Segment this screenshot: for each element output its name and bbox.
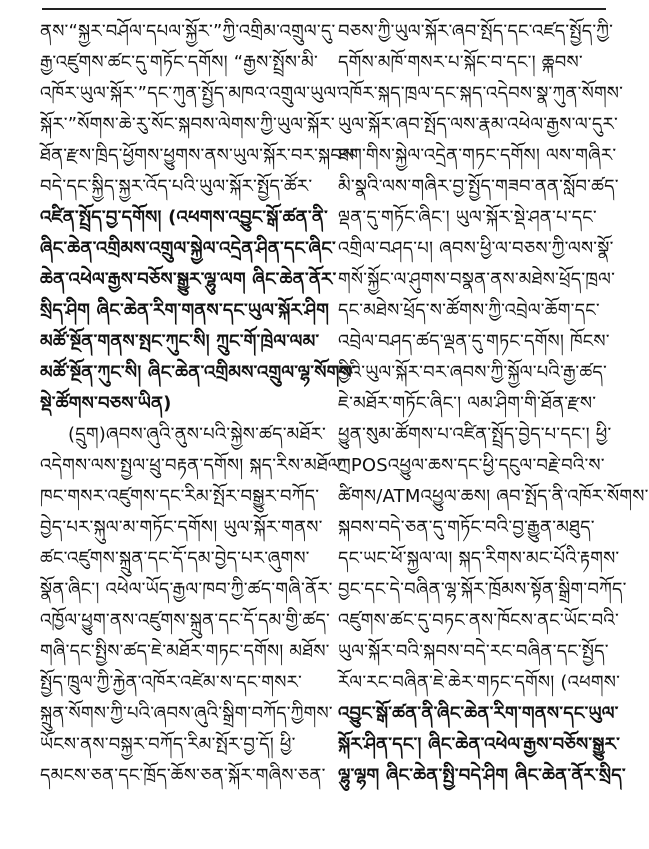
text-line: སྐབས་བདེ་ཅན་དུ་གཏོང་བའི་བྱ་རྒྱུན་མཐུད་ (338, 517, 595, 538)
text-line: འཁོར་སྐད་ཁྲལ་དང་སྐད་འདེབས་སྣ་ཀུན་སོགས་ (338, 83, 624, 104)
text-line: གཞི་དང་སྤྱིས་ཚད་ཇེ་མཐོར་གཏང་དགོས། མཐོས་ (40, 641, 330, 662)
text-line: ཡོངས་ནས་བསྐྱར་བཀོད་རིམ་སྤོར་བྱ་དོ། ཕྱི་ (40, 734, 296, 755)
text-line: སྐོར་ཤིན་དང་། ཞིང་ཆེན་འཕེལ་རྒྱས་བཅོས་སྒྱུར་ (338, 734, 621, 755)
text-line: སྲིད་ཤིག ཞིང་ཆེན་རིག་གནས་དང་ཡུལ་སྐོར་ཤིག (40, 300, 330, 321)
text-line: ཕྱུན་སུམ་ཚོགས་པ་འཛིན་སྤྲོད་བྱེད་པ་དང་། ཕྱི་ (338, 424, 612, 445)
text-line: དགོས་མཁོ་གསར་པ་སྐོང་བ་དང་། ཆྐབས་ (338, 52, 583, 73)
header-rule (42, 8, 606, 10)
text-line: ལྡན་དུ་གཏོང་ཞིང་། ཡུལ་སྐོར་སྡེ་ཤན་པ་དང་ (338, 207, 597, 228)
text-line: གསོ་སྐྱོང་ལ་ཤུགས་བསྣན་ནས་མཐེས་ཕྲོད་ཁྲལ་ (338, 269, 616, 290)
text-line: ཆེན་འཕེལ་རྒྱས་བཅོས་སྒྱུར་ལྷུ་ལག ཞིང་ཆེན་ནོར་ (40, 269, 337, 290)
text-line: སྤྱོད་ཁྲུལ་ཀྱི་རྐྱེན་འཁོར་འཛེམ་ས་དང་གསར་ (40, 672, 302, 693)
text-line: ཁང་གསར་འཛུགས་དང་རིམ་སྤོར་བསྒྱུར་བཀོད་ (40, 486, 320, 507)
text-line: ཐག་གིས་སྐྱེལ་འདྲེན་གཏང་དགོས། ལས་གཞིར་ (338, 145, 617, 166)
text-line: ཀྲPOSའཕྱུལ་ཆས་དང་ཕྱི་དངུལ་བརྗེ་བའི་ས་ (338, 455, 605, 476)
text-line: རྒྱ་འཛུགས་ཚང་དུ་གཏོང་དགོས། “རྒྱས་སྤྲོས་མི་ (40, 52, 318, 73)
text-line: འཁྱོལ་ཕྱུག་ནས་འཛུགས་སྐྲུན་དང་དོ་དམ་གྱི་ཚད་ (40, 610, 330, 631)
text-line: འདེགས་ལས་སྤྱལ་ཕྲུ་བརྟན་དགོས། སྐད་རིས་མཐོལ་ (40, 455, 345, 476)
text-line: ཡུལ་སྐོར་བའི་སྐབས་བདེ་རང་བཞིན་དང་སྤྱོད་ (338, 641, 609, 662)
text-line: སྡེ་ཚོགས་བཅས་ཡིན) (40, 393, 172, 414)
text-line: མཚོ་སྔོན་གནས་སྤང་ཀུང་སི། ཀྲུང་གོ་ཁྲེལ་ལམ་ (40, 331, 320, 352)
text-line: དང་ཡང་ཕོ་སྐྱལ་ལ། སྐད་རིགས་མང་པོའི་རྟགས་ (338, 548, 620, 569)
text-line: ཚིགས/ATMའཕྱུལ་ཆས། ཞབ་སྤོད་ནི་འཁོར་སོགས་ (338, 486, 649, 507)
text-line: ཡུལ་སྐོར་ཞབ་སྤོད་ལས་རྣམ་འཕེལ་རྒྱས་ལ་དུར་ (338, 114, 618, 135)
text-line: ཞིང་ཆེན་འགྲིམས་འགྲུལ་སྐྱེལ་འདྲེན་ཤིན་དང་ཞིང་ (40, 238, 336, 259)
text-line: ལྷུ་ལྷག ཞིང་ཆེན་སྤྱི་བདེ་ཤིག ཞིང་ཆེན་ནོར་སྲིད་ (338, 765, 626, 786)
text-line: འགྲིལ་བཤད་པ། ཞབས་ཕྱི་ལ་བཅས་ཀྱི་ལས་སྣོ་ (338, 238, 614, 259)
text-line: འཛིན་སྤྲོད་བྱ་དགོས། (འཕགས་འབྱུང་སྒོ་ཚན་ནི་ (40, 207, 329, 228)
text-line: (དྲུག)ཞབས་ཞུའི་ནུས་པའི་སྐྱེས་ཚད་མཐོར་ (68, 424, 326, 445)
right-column (338, 16, 649, 791)
text-line: ནས་“སྐྱར་བཤོལ་དཔལ་སྐྱོར་”ཀྱི་འགྲིམ་འགྲུལ་དུ་ (40, 21, 336, 42)
left-column (40, 16, 359, 791)
text-line: དམངས་ཅན་དང་ཁྲོད་ཆོས་ཅན་སྐོར་གཞིས་ཅན་ (40, 765, 326, 786)
text-line: སྣོན་ཞིང་། འཕེལ་ཡོད་རྒྱལ་ཁབ་ཀྱི་ཚད་གཞི་ནོར་ (40, 579, 333, 600)
text-line: འཛུགས་ཚང་དུ་བཏང་ནས་ཁོངས་ནང་ཡོང་བའི་ (338, 610, 619, 631)
text-line: བྱེད་པར་སྐུལ་མ་གཏོང་དགོས། ཡུལ་སྐོར་གནས་ (40, 517, 323, 538)
text-line: སྐྲུན་སོགས་ཀྱི་པའི་ཞབས་ཞུའི་སྒྲིག་བཀོད་ཀྱིགས་ (40, 703, 333, 724)
text-line: ཚང་འཛུགས་སྐྲུན་དང་དོ་དམ་བྱེད་པར་ཞུགས་ (40, 548, 310, 569)
text-line: འབྲེལ་བཤད་ཚད་ལྡན་དུ་གཏང་དགོས། ཁོངས་ (338, 331, 610, 352)
text-line: ཇེ་མཐོར་གཏོང་ཞིང་། ལམ་ཤིག་གི་ཐོན་རྫས་ (338, 393, 597, 414)
text-line: ཐོན་རྫས་ཁྲིད་ཕྱོགས་ཕྱུགས་ནས་ཡུལ་སྐོར་བར་སྐབས་ (40, 145, 359, 166)
text-line: མི་སྣའི་ལས་གཞིར་བྱ་སྤྱོད་གཟབ་ནན་སློབ་ཚད་ (338, 176, 619, 197)
text-line: འབྱུང་སྒོ་ཚན་ནི་ཞིང་ཆེན་རིག་གནས་དང་ཡུལ་ (338, 703, 619, 724)
text-line: རོལ་རང་བཞིན་ཇེ་ཆེར་གཏང་དགོས། (འཕགས་ (338, 672, 621, 693)
text-line: བཅས་ཀྱི་ཡུལ་སྐོར་ཞབ་སྤོད་དང་འཛད་སྤྱོད་ཀྱི་ (338, 21, 614, 42)
text-line: ཕྱིའི་ཡུལ་སྐོར་བར་ཞབས་ཀྱི་སྐྱོལ་པའི་རྒྱ་ཚད་ (338, 362, 607, 383)
text-line: མཚོ་སྔོན་ཀུང་སི། ཞིང་ཆེན་འགྲིམས་འགྲུལ་ལྷ་སོགས་ (40, 362, 356, 383)
text-line: བདེ་དང་སྐྱིད་སྐྱར་འོད་པའི་ཡུལ་སྐོར་སྤྱོད་ཚོར་ (40, 176, 313, 197)
text-line: དང་མཐེས་ཕྲོད་ས་ཚོགས་ཀྱི་འབྲེལ་ཆོག་དང་ (338, 300, 600, 321)
text-line: འཁོར་ཡུལ་སྐོར་”དང་ཀུན་སྤྱོད་མཁའ་འགྲུལ་ཡུལ་ (40, 83, 341, 104)
text-line: བྱང་དང་དེ་བཞིན་ལྷ་སྐོར་ཁྲོམས་སྟོན་སྒྲིག་བཀོད་ (338, 579, 627, 600)
text-line: སྐོར་”སོགས་ཆེ་རུ་སོང་སྐབས་ལེགས་ཀྱི་ཡུལ་སྐོར་ (40, 114, 335, 135)
